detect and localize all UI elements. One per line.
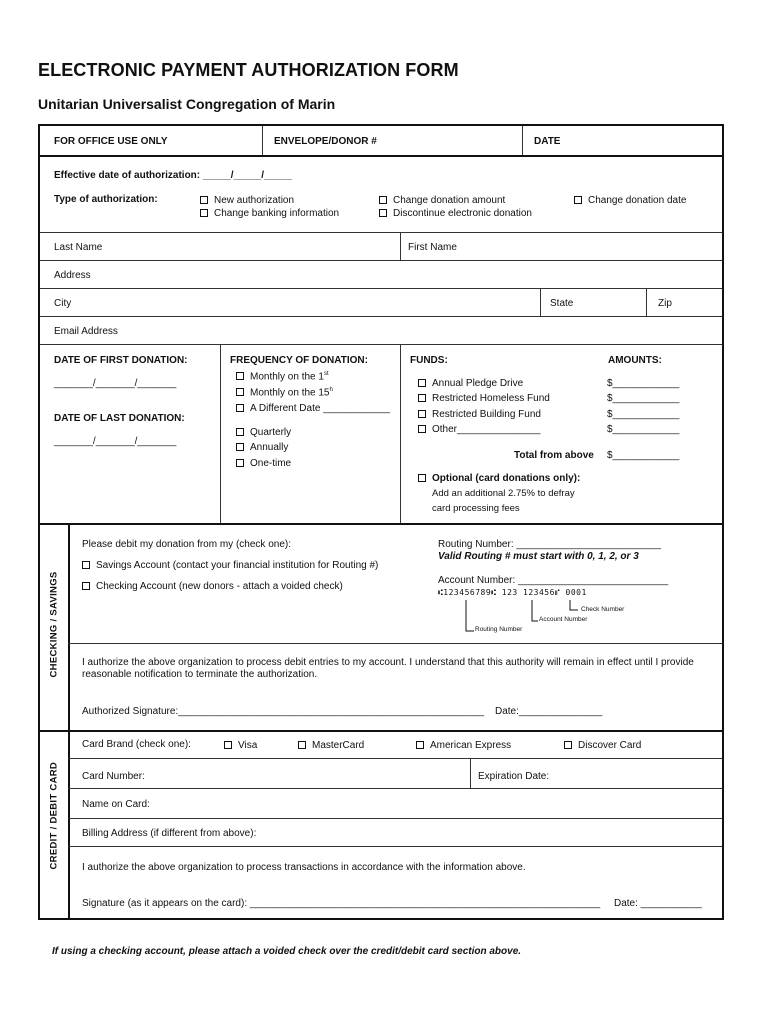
last-name-field[interactable]: Last Name xyxy=(54,242,103,253)
divider xyxy=(220,344,221,524)
routing-number-field[interactable]: Routing Number: __________________________ xyxy=(438,539,661,550)
debit-prompt: Please debit my donation from my (check one): xyxy=(82,539,291,550)
address-field[interactable]: Address xyxy=(54,270,91,281)
checking-savings-side-label: CHECKING / SAVINGS xyxy=(48,571,60,678)
envelope-donor-field[interactable]: ENVELOPE/DONOR # xyxy=(274,136,377,147)
checkbox-icon[interactable] xyxy=(82,561,90,569)
checkbox-icon[interactable] xyxy=(418,425,426,433)
check-number-pointer-label: Check Number xyxy=(581,606,625,613)
checkbox-icon[interactable] xyxy=(236,459,244,467)
amount-field[interactable]: $____________ xyxy=(607,393,680,404)
first-donation-field[interactable]: _______/_______/_______ xyxy=(54,378,177,389)
office-date-field[interactable]: DATE xyxy=(534,136,561,147)
option-change-banking[interactable]: Change banking information xyxy=(200,208,339,219)
routing-number-pointer-label: Routing Number xyxy=(475,626,523,633)
checkbox-icon[interactable] xyxy=(418,474,426,482)
account-number-field[interactable]: Account Number: ___________________________ xyxy=(438,575,669,586)
checkbox-icon[interactable] xyxy=(379,209,387,217)
divider xyxy=(522,126,523,156)
checkbox-icon[interactable] xyxy=(236,372,244,380)
divider xyxy=(68,846,722,847)
divider xyxy=(262,126,263,156)
amount-field[interactable]: $____________ xyxy=(607,378,680,389)
card-brand-amex[interactable]: American Express xyxy=(416,740,511,751)
amounts-label: AMOUNTS: xyxy=(608,355,662,366)
billing-address-field[interactable]: Billing Address (if different from above): xyxy=(82,828,257,839)
option-discontinue[interactable]: Discontinue electronic donation xyxy=(379,208,532,219)
checkbox-icon[interactable] xyxy=(224,741,232,749)
divider xyxy=(40,260,722,261)
checkbox-icon[interactable] xyxy=(236,388,244,396)
authorized-signature-field[interactable]: Authorized Signature:_______________________________________________________ xyxy=(82,706,485,717)
fund-homeless[interactable]: Restricted Homeless Fund xyxy=(418,393,550,404)
divider xyxy=(470,758,471,788)
card-signature-field[interactable]: Signature (as it appears on the card): _______________________________________________________________ xyxy=(82,898,601,909)
name-on-card-field[interactable]: Name on Card: xyxy=(82,799,150,810)
checkbox-icon[interactable] xyxy=(298,741,306,749)
divider xyxy=(68,788,722,789)
divider xyxy=(40,730,722,732)
divider xyxy=(68,758,722,759)
option-change-date[interactable]: Change donation date xyxy=(574,195,686,206)
form-title: ELECTRONIC PAYMENT AUTHORIZATION FORM xyxy=(38,60,459,80)
office-use-label: FOR OFFICE USE ONLY xyxy=(54,136,168,147)
zip-field[interactable]: Zip xyxy=(658,298,672,309)
divider xyxy=(540,288,541,316)
card-brand-visa[interactable]: Visa xyxy=(224,740,257,751)
amount-field[interactable]: $____________ xyxy=(607,424,680,435)
routing-note: Valid Routing # must start with 0, 1, 2, or 3 xyxy=(438,551,639,562)
card-brand-discover[interactable]: Discover Card xyxy=(564,740,641,751)
footer-note: If using a checking account, please attach a voided check over the credit/debit card section above. xyxy=(52,946,522,957)
checkbox-icon[interactable] xyxy=(418,394,426,402)
checkbox-icon[interactable] xyxy=(82,582,90,590)
fund-building[interactable]: Restricted Building Fund xyxy=(418,409,541,420)
checkbox-icon[interactable] xyxy=(200,196,208,204)
last-donation-field[interactable]: _______/_______/_______ xyxy=(54,436,177,447)
divider xyxy=(40,344,722,345)
checkbox-icon[interactable] xyxy=(574,196,582,204)
frequency-different-date[interactable]: A Different Date ____________ xyxy=(236,403,390,414)
divider xyxy=(646,288,647,316)
last-donation-label: DATE OF LAST DONATION: xyxy=(54,413,185,424)
funds-label: FUNDS: xyxy=(410,355,448,366)
optional-fee-note: card processing fees xyxy=(432,503,520,514)
divider xyxy=(40,523,722,525)
fund-other[interactable]: Other_______________ xyxy=(418,424,540,435)
authorization-type-label: Type of authorization: xyxy=(54,194,158,205)
frequency-annually[interactable]: Annually xyxy=(236,442,288,453)
divider xyxy=(40,232,722,233)
total-label: Total from above xyxy=(514,450,594,461)
email-field[interactable]: Email Address xyxy=(54,326,118,337)
debit-authorization-text: I authorize the above organization to process debit entries to my account. I understand that this authority will remain in effect until I provide xyxy=(82,657,694,668)
effective-date-field[interactable]: Effective date of authorization: _____/_____/_____ xyxy=(54,170,292,181)
checkbox-icon[interactable] xyxy=(564,741,572,749)
divider xyxy=(40,316,722,317)
divider xyxy=(400,232,401,260)
option-change-amount[interactable]: Change donation amount xyxy=(379,195,505,206)
checkbox-icon[interactable] xyxy=(416,741,424,749)
card-signature-date[interactable]: Date: ___________ xyxy=(614,898,702,909)
authorized-signature-date[interactable]: Date:_______________ xyxy=(495,706,603,717)
debit-authorization-text: reasonable notification to terminate the authorization. xyxy=(82,669,318,680)
city-field[interactable]: City xyxy=(54,298,72,309)
organization-name: Unitarian Universalist Congregation of Marin xyxy=(38,96,336,112)
account-number-pointer-label: Account Number xyxy=(539,616,588,623)
divider xyxy=(68,818,722,819)
total-field[interactable]: $____________ xyxy=(607,450,680,461)
credit-debit-side-label: CREDIT / DEBIT CARD xyxy=(48,761,60,870)
fund-annual-pledge[interactable]: Annual Pledge Drive xyxy=(418,378,523,389)
checkbox-icon[interactable] xyxy=(236,443,244,451)
savings-account-option[interactable]: Savings Account (contact your financial institution for Routing #) xyxy=(82,560,378,571)
checking-account-option[interactable]: Checking Account (new donors - attach a voided check) xyxy=(82,581,343,592)
state-field[interactable]: State xyxy=(550,298,574,309)
frequency-monthly-1[interactable]: Monthly on the 1st xyxy=(236,371,329,382)
first-name-field[interactable]: First Name xyxy=(408,242,457,253)
option-new-authorization[interactable]: New authorization xyxy=(200,195,294,206)
divider xyxy=(400,344,401,524)
optional-fee-checkbox[interactable]: Optional (card donations only): xyxy=(418,473,580,484)
check-micr-line: ⑆123456789⑆ 123 123456⑈ 0001 xyxy=(438,588,587,597)
frequency-monthly-15[interactable]: Monthly on the 15$^h$ xyxy=(236,387,333,398)
checkbox-icon[interactable] xyxy=(418,410,426,418)
frequency-label: FREQUENCY OF DONATION: xyxy=(230,355,368,366)
divider xyxy=(68,523,70,731)
checkbox-icon[interactable] xyxy=(418,379,426,387)
divider xyxy=(68,643,722,644)
checkbox-icon[interactable] xyxy=(236,404,244,412)
frequency-quarterly[interactable]: Quarterly xyxy=(236,427,291,438)
card-brand-label: Card Brand (check one): xyxy=(82,739,191,750)
payment-form xyxy=(38,124,724,920)
card-number-field[interactable]: Card Number: xyxy=(82,771,145,782)
amount-field[interactable]: $____________ xyxy=(607,409,680,420)
expiration-date-field[interactable]: Expiration Date: xyxy=(478,771,550,782)
card-authorization-text: I authorize the above organization to process transactions in accordance with the information above. xyxy=(82,862,526,873)
first-donation-label: DATE OF FIRST DONATION: xyxy=(54,355,188,366)
checkbox-icon[interactable] xyxy=(200,209,208,217)
checkbox-icon[interactable] xyxy=(379,196,387,204)
divider xyxy=(40,288,722,289)
card-brand-mastercard[interactable]: MasterCard xyxy=(298,740,364,751)
divider xyxy=(40,155,722,157)
checkbox-icon[interactable] xyxy=(236,428,244,436)
frequency-one-time[interactable]: One-time xyxy=(236,458,291,469)
optional-fee-note: Add an additional 2.75% to defray xyxy=(432,488,575,499)
